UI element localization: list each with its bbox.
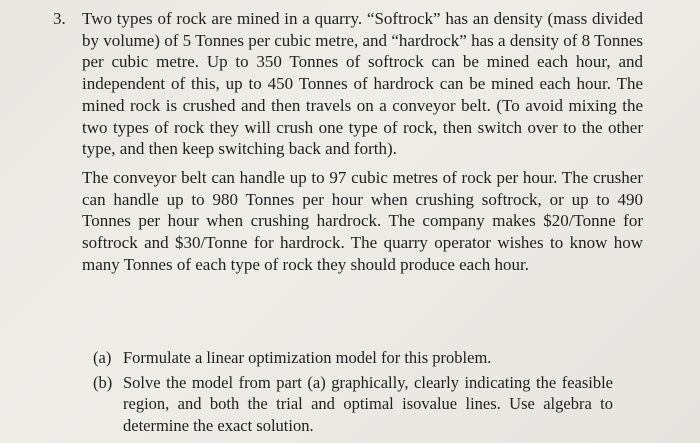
problem-paragraph-1: Two types of rock are mined in a quarry. “Softrock” has an density (mass divided by volume) of 5 Tonnes per cubic metre, and “hardrock” has a density of 8 Tonnes per cubic metre. Up to 350 Tonnes of softrock can be mined each hour, and independent of this, up to 450 Tonnes of hardrock can be mined each hour. The mined rock is crushed and then travels on a conveyor belt. (To avoid mixing the two types of rock they will crush one type of rock, then switch over to the other type, and then keep switching back and forth).	[82, 9, 643, 159]
part-a-label: (a)	[93, 348, 112, 367]
part-a-text: Formulate a linear optimization model for this problem.	[123, 348, 492, 367]
part-b-text: Solve the model from part (a) graphically, clearly indicating the feasible region, and both the trial and optimal isovalue lines. Use algebra to determine the exact solution.	[123, 372, 613, 435]
part-b	[93, 372, 613, 437]
part-b-label: (b)	[93, 372, 113, 392]
part-a	[93, 347, 613, 369]
question-parts	[93, 347, 613, 439]
problem-paragraph-2: The conveyor belt can handle up to 97 cubic metres of rock per hour. The crusher can handle up to 980 Tonnes per hour when crushing softrock, or up to 490 Tonnes per hour when crushing hardrock. The company makes $20/Tonne for softrock and $30/Tonne for hardrock. The quarry operator wishes to know how many Tonnes of each type of rock they should produce each hour.	[82, 167, 643, 274]
question-3	[53, 8, 643, 275]
question-number: 3.	[53, 9, 66, 28]
question-body	[82, 8, 643, 275]
